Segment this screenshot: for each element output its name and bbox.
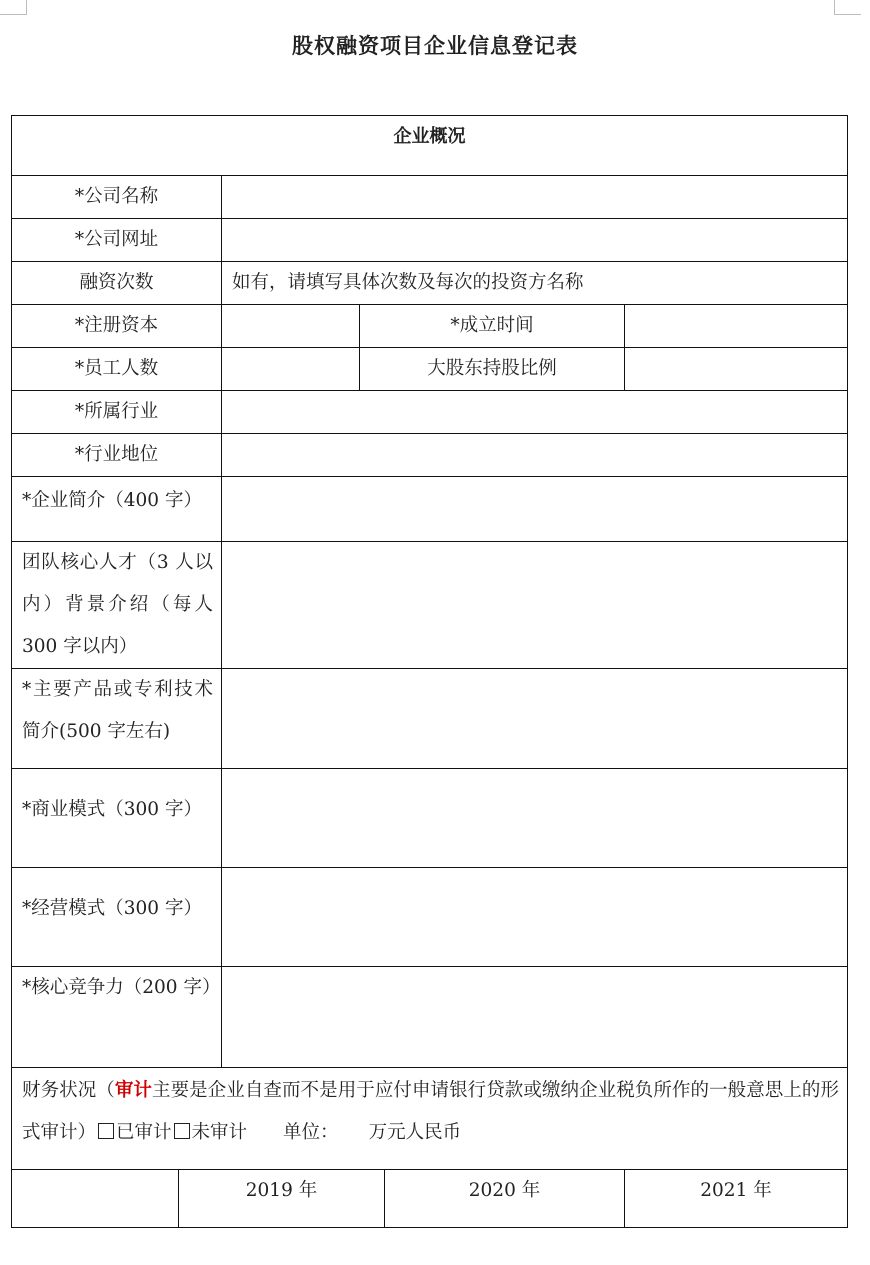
company-website-input-cell[interactable] bbox=[221, 218, 848, 261]
major-shareholder-ratio-label: 大股东持股比例 bbox=[427, 358, 557, 379]
employee-count-label: *员工人数 bbox=[74, 358, 159, 379]
financing-rounds-input-cell[interactable] bbox=[221, 261, 848, 304]
unit-value: 万元人民币 bbox=[368, 1122, 462, 1143]
registered-capital-label: *注册资本 bbox=[74, 315, 159, 336]
label-cell-financing-rounds bbox=[11, 261, 221, 304]
financing-rounds-label: 融资次数 bbox=[79, 272, 154, 293]
established-time-input-cell[interactable] bbox=[624, 304, 848, 347]
label-cell-registered-capital bbox=[11, 304, 221, 347]
company-name-label: *公司名称 bbox=[74, 186, 159, 207]
company-name-input-cell[interactable] bbox=[221, 175, 848, 218]
operation-model-input-cell[interactable] bbox=[221, 867, 848, 966]
label-cell-company-website bbox=[11, 218, 221, 261]
core-competitiveness-input-cell[interactable] bbox=[221, 966, 848, 1067]
company-intro-label: *企业简介（400 字） bbox=[22, 490, 202, 511]
industry-input-cell[interactable] bbox=[221, 390, 848, 433]
label-cell-company-intro bbox=[11, 476, 221, 541]
label-cell-team-intro bbox=[11, 541, 221, 668]
label-cell-industry-position bbox=[11, 433, 221, 476]
label-cell-operation-model bbox=[11, 867, 221, 966]
year-label-2020: 2020 年 bbox=[468, 1180, 541, 1201]
audited-checkbox[interactable] bbox=[98, 1123, 114, 1139]
business-model-label: *商业模式（300 字） bbox=[22, 799, 202, 820]
financial-status-prefix: 财务状况（ bbox=[22, 1080, 115, 1101]
year-cell-2019 bbox=[178, 1169, 384, 1228]
company-intro-input-cell[interactable] bbox=[221, 476, 848, 541]
page-corner-mark-left bbox=[0, 0, 27, 15]
registered-capital-input-cell[interactable] bbox=[221, 304, 359, 347]
label-cell-major-shareholder-ratio bbox=[359, 347, 624, 390]
unaudited-checkbox[interactable] bbox=[174, 1123, 190, 1139]
established-time-label: *成立时间 bbox=[450, 315, 534, 336]
label-cell-company-name bbox=[11, 175, 221, 218]
products-patents-label: *主要产品或专利技术简介(500 字左右) bbox=[22, 679, 213, 742]
section-title: 企业概况 bbox=[393, 126, 466, 147]
year-row-blank-cell bbox=[11, 1169, 178, 1228]
year-cell-2020 bbox=[384, 1169, 624, 1228]
industry-label: *所属行业 bbox=[74, 401, 159, 422]
label-cell-core-competitiveness bbox=[11, 966, 221, 1067]
section-header-company-overview bbox=[11, 115, 848, 175]
audited-label: 已审计 bbox=[116, 1122, 172, 1143]
major-shareholder-ratio-input-cell[interactable] bbox=[624, 347, 848, 390]
products-patents-input-cell[interactable] bbox=[221, 668, 848, 768]
unit-label: 单位： bbox=[283, 1122, 339, 1143]
employee-count-input-cell[interactable] bbox=[221, 347, 359, 390]
label-cell-industry bbox=[11, 390, 221, 433]
label-cell-products-patents bbox=[11, 668, 221, 768]
team-intro-label: 团队核心人才（3 人以内）背景介绍（每人 300 字以内） bbox=[22, 552, 213, 657]
label-cell-employee-count bbox=[11, 347, 221, 390]
financing-rounds-hint: 如有，请填写具体次数及每次的投资方名称 bbox=[232, 272, 584, 293]
team-intro-input-cell[interactable] bbox=[221, 541, 848, 668]
year-cell-2021 bbox=[624, 1169, 848, 1228]
page-corner-mark-right bbox=[834, 0, 861, 15]
unaudited-label: 未审计 bbox=[191, 1122, 248, 1143]
business-model-input-cell[interactable] bbox=[221, 768, 848, 867]
core-competitiveness-label: *核心竞争力（200 字） bbox=[22, 977, 221, 998]
industry-position-input-cell[interactable] bbox=[221, 433, 848, 476]
industry-position-label: *行业地位 bbox=[74, 444, 159, 465]
page-title: 股权融资项目企业信息登记表 bbox=[292, 33, 578, 58]
financial-status-description: 主要是企业自查而不是用于应付申请银行贷款或缴纳企业税负所作的一般意思上的形式审计） bbox=[22, 1080, 839, 1143]
audit-highlight: 审计 bbox=[114, 1080, 152, 1101]
company-website-label: *公司网址 bbox=[74, 229, 159, 250]
year-label-2019: 2019 年 bbox=[245, 1180, 318, 1201]
label-cell-business-model bbox=[11, 768, 221, 867]
registration-form-table bbox=[11, 115, 848, 1228]
operation-model-label: *经营模式（300 字） bbox=[22, 898, 202, 919]
year-label-2021: 2021 年 bbox=[700, 1180, 772, 1201]
label-cell-established-time bbox=[359, 304, 624, 347]
financial-status-cell bbox=[11, 1067, 848, 1169]
